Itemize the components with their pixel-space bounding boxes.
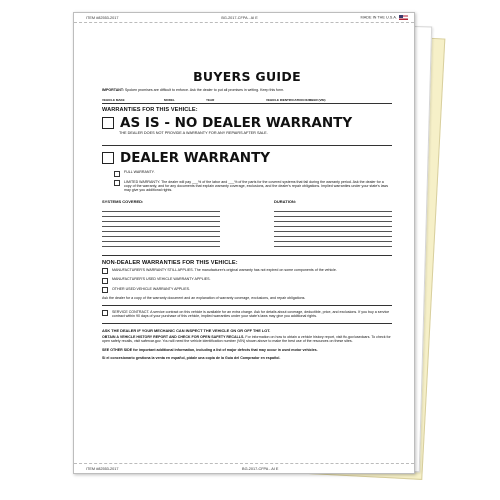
as-is-label: AS IS - NO DEALER WARRANTY	[120, 115, 353, 131]
form-header-strip	[74, 13, 414, 23]
as-is-checkbox[interactable]	[102, 117, 114, 129]
manufacturer-warranty-checkbox[interactable]	[102, 268, 108, 274]
history-paragraph: OBTAIN A VEHICLE HISTORY REPORT AND CHECK FOR OPEN SAFETY RECALLS. For information on how to obtain a vehicle history report, visit ftc.gov/usedcars. To check for open safety recalls, visit safercar.gov. You will need the vehicle identification number (VIN) shown above to make the best use of the resources on these sites.	[102, 334, 391, 344]
vehicle-make-label: VEHICLE MAKE	[102, 98, 125, 102]
us-flag-icon	[399, 15, 408, 20]
limited-warranty-checkbox[interactable]	[114, 180, 120, 186]
form-code: BG-2017-CFPA - AI E	[221, 15, 258, 20]
divider	[102, 305, 392, 306]
model-label: MODEL	[164, 98, 175, 102]
systems-covered-label: SYSTEMS COVERED:	[102, 198, 144, 204]
divider	[102, 255, 392, 256]
vehicle-fields-row[interactable]	[102, 98, 392, 104]
see-other-side: SEE OTHER SIDE for important additional information, including a list of major defects that may occur in used motor vehicles.	[102, 347, 318, 352]
footer-item-number: ITEM #82553-2017	[86, 466, 119, 471]
footer-form-code: BG-2017-CFPA - AI E	[242, 466, 279, 471]
as-is-option[interactable]	[102, 115, 392, 131]
as-is-subtext: THE DEALER DOES NOT PROVIDE A WARRANTY FOR ANY REPAIRS AFTER SALE.	[119, 131, 268, 135]
full-warranty-option[interactable]: FULL WARRANTY.	[114, 170, 392, 177]
form-body	[102, 69, 392, 365]
ask-dealer-notice: ASK THE DEALER IF YOUR MECHANIC CAN INSPECT THE VEHICLE ON OR OFF THE LOT.	[102, 327, 271, 333]
coverage-columns	[102, 199, 392, 247]
duration-label: DURATION:	[274, 198, 297, 204]
year-label: YEAR	[206, 98, 215, 102]
entry-line[interactable]	[102, 242, 220, 247]
divider	[102, 323, 392, 324]
buyers-guide-form	[73, 12, 415, 474]
other-used-warranty-option[interactable]: OTHER USED VEHICLE WARRANTY APPLIES.	[102, 287, 392, 294]
warranties-heading: WARRANTIES FOR THIS VEHICLE:	[102, 107, 198, 113]
page-title: BUYERS GUIDE	[193, 69, 301, 84]
dealer-warranty-label: DEALER WARRANTY	[120, 150, 271, 166]
full-warranty-checkbox[interactable]	[114, 171, 120, 177]
limited-warranty-option[interactable]: LIMITED WARRANTY. The dealer will pay ___% of the labor and ___% of the parts for the covered systems that fail during the warranty period. Ask the dealer for a copy of the warranty, and for any documents that explain warranty coverage, exclusions, and the dealer's repair obligations. Implied warranties under your state's laws may give you additional rights.	[114, 180, 392, 193]
entry-line[interactable]	[274, 242, 392, 247]
spanish-notice: Si el concesionario gestiona la venta en español, pídale una copia de la Guía del Comprador en español.	[102, 356, 281, 361]
item-number: ITEM #82553-2017	[86, 15, 119, 20]
dealer-warranty-option[interactable]	[102, 150, 392, 166]
non-dealer-heading: NON-DEALER WARRANTIES FOR THIS VEHICLE:	[102, 259, 238, 266]
manufacturer-used-warranty-checkbox[interactable]	[102, 278, 108, 284]
made-in-label: MADE IN THE U.S.A.	[361, 15, 408, 20]
form-footer-strip	[74, 463, 414, 473]
duration-column[interactable]	[274, 199, 392, 247]
other-used-warranty-checkbox[interactable]	[102, 287, 108, 293]
systems-covered-column[interactable]	[102, 199, 220, 247]
manufacturer-used-warranty-option[interactable]: MANUFACTURER'S USED VEHICLE WARRANTY APPLIES.	[102, 277, 392, 284]
dealer-warranty-checkbox[interactable]	[102, 152, 114, 164]
service-contract-option[interactable]: SERVICE CONTRACT. A service contract on this vehicle is available for an extra charge. Ask for details about coverage, deductible, price, and exclusions. If you buy a service contract within 90 days of your purchase of this vehicle, implied warranties under your state's laws may give you additional rights.	[102, 310, 392, 319]
important-notice: IMPORTANT: Spoken promises are difficult to enforce. Ask the dealer to put all promises in writing. Keep this form.	[102, 88, 285, 92]
divider	[102, 145, 392, 146]
vin-label: VEHICLE IDENTIFICATION NUMBER (VIN)	[266, 98, 326, 102]
service-contract-checkbox[interactable]	[102, 310, 108, 316]
manufacturer-warranty-option[interactable]: MANUFACTURER'S WARRANTY STILL APPLIES. The manufacturer's original warranty has not expired on some components of the vehicle.	[102, 268, 392, 275]
warranty-note: Ask the dealer for a copy of the warranty document and an explanation of warranty coverage, exclusions, and repair obligations.	[102, 296, 306, 301]
